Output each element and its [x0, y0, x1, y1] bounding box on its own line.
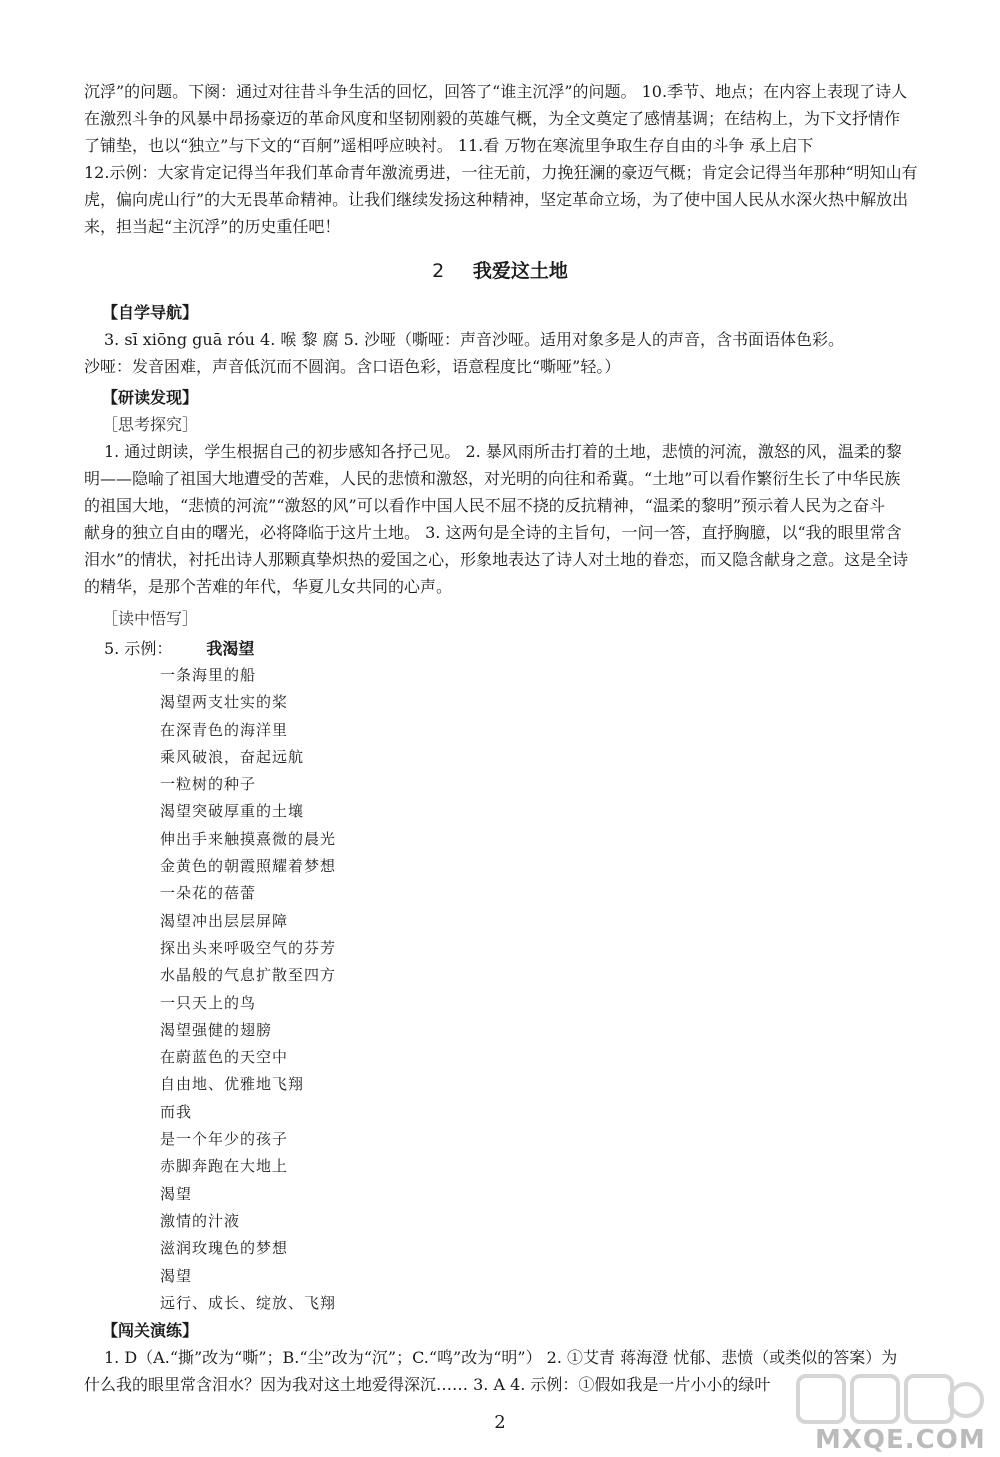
text-line: 来，担当起“主沉浮”的历史重任吧！ — [84, 217, 341, 236]
self-study-label: 【自学导航】 — [102, 303, 199, 322]
text-line: 泪水”的情状，衬托出诗人那颗真挚炽热的爱国之心，形象地表达了诗人对土地的眷恋，而又隐含献身之意。这是全诗 — [84, 550, 909, 569]
page-number: 2 — [494, 1412, 506, 1433]
poem-line: 水晶般的气息扩散至四方 — [160, 966, 337, 985]
text-line: 什么我的眼里常含泪水？因为我对这土地爱得深沉…… 3. A 4. 示例：①假如我是一片小小的绿叶 — [84, 1375, 771, 1394]
poem-line: 一朵花的蓓蕾 — [160, 884, 257, 903]
text-line: 了铺垫，也以“独立”与下文的“百舸”遥相呼应映衬。 11.看 万物在寒流里争取生存自由的斗争 承上启下 — [84, 136, 814, 155]
research-text — [84, 438, 952, 600]
text-line: 虎，偏向虎山行”的大无畏革命精神。让我们继续发扬这种精神，坚定革命立场，为了使中国人民从水深火热中解放出 — [84, 190, 909, 209]
poem-line: 是一个年少的孩子 — [160, 1130, 289, 1149]
practice-label: 【闯关演练】 — [102, 1321, 199, 1340]
poem-title: 我渴望 — [206, 639, 255, 658]
text-line: 1. 通过朗读，学生根据自己的初步感知各抒己见。 2. 暴风雨所击打着的土地，悲愤的河流，激怒的风，温柔的黎 — [104, 442, 902, 461]
text-line: 12.示例：大家肯定记得当年我们革命青年激流勇进，一往无前，力挽狂澜的豪迈气概；肯定会记得当年那种“明知山有 — [84, 163, 918, 182]
poem-line: 在深青色的海洋里 — [160, 720, 289, 739]
poem-line: 渴望 — [160, 1184, 193, 1203]
section-heading — [0, 256, 1000, 283]
section-number: 2 — [432, 260, 445, 282]
text-line: 3. sī xiōng guā róu 4. 喉 黎 腐 5. 沙哑（嘶哑：声音沙哑。适用对象多是人的声音，含书面语体色彩。 — [104, 330, 844, 349]
text-line: 沙哑：发音困难，声音低沉而不圆润。含口语色彩，语意程度比“嘶哑”轻。） — [84, 357, 621, 376]
research-label: 【研读发现】 — [102, 388, 199, 407]
poem-prefix: 5. 示例： — [104, 639, 173, 658]
text-line: 沉浮”的问题。下阕：通过对往昔斗争生活的回忆，回答了“谁主沉浮”的问题。 10.季节、地点；在内容上表现了诗人 — [84, 82, 908, 101]
poem-line: 探出头来呼吸空气的芬芳 — [160, 938, 337, 957]
text-line: 明——隐喻了祖国大地遭受的苦难，人民的悲愤和激怒，对光明的向往和希冀。“土地”可以看作繁衍生长了中华民族 — [84, 469, 901, 488]
text-line: 献身的独立自由的曙光，必将降临于这片土地。 3. 这两句是全诗的主旨句，一问一答，直抒胸臆，以“我的眼里常含 — [84, 523, 902, 542]
poem-line: 渴望突破厚重的土壤 — [160, 802, 305, 821]
text-line: 在激烈斗争的风暴中昂扬豪迈的革命风度和坚韧刚毅的英雄气概，为全文奠定了感情基调；在结构上，为下文抒情作 — [84, 109, 901, 128]
text-line: 的精华，是那个苦难的年代，华夏儿女共同的心声。 — [84, 577, 453, 596]
poem-line: 一只天上的鸟 — [160, 993, 257, 1012]
poem-line: 金黄色的朝霞照耀着梦想 — [160, 857, 337, 876]
poem-line: 渴望 — [160, 1266, 193, 1285]
watermark-text: MXQE.COM — [815, 1425, 986, 1455]
poem-line: 而我 — [160, 1102, 193, 1121]
poem-heading — [104, 636, 254, 659]
poem-lines — [160, 662, 336, 1317]
self-study-text — [84, 326, 952, 380]
poem-line: 渴望冲出层层屏障 — [160, 911, 289, 930]
poem-line: 在蔚蓝色的天空中 — [160, 1048, 289, 1067]
poem-line: 自由地、优雅地飞翔 — [160, 1075, 305, 1094]
poem-line: 伸出手来触摸熹微的晨光 — [160, 829, 337, 848]
section-title: 我爱这土地 — [472, 260, 568, 282]
poem-line: 乘风破浪，奋起远航 — [160, 747, 305, 766]
poem-line: 渴望两支壮实的桨 — [160, 693, 289, 712]
poem-line: 滋润玫瑰色的梦想 — [160, 1239, 289, 1258]
think-explore-label: ［思考探究］ — [102, 415, 199, 434]
poem-line: 远行、成长、绽放、飞翔 — [160, 1293, 337, 1312]
poem-line: 一粒树的种子 — [160, 775, 257, 794]
read-write-label: ［读中悟写］ — [102, 609, 199, 628]
poem-line: 激情的汁液 — [160, 1211, 241, 1230]
poem-line: 渴望强健的翅膀 — [160, 1020, 273, 1039]
text-line: 1. D（A.“撕”改为“嘶”；B.“尘”改为“沉”；C.“鸣”改为“明”） 2. ①艾青 蒋海澄 忧郁、悲愤（或类似的答案）为 — [104, 1348, 898, 1367]
poem-line: 赤脚奔跑在大地上 — [160, 1157, 289, 1176]
top-paragraph — [84, 78, 952, 240]
text-line: 的祖国大地，“悲愤的河流”“激怒的风”可以看作中国人民不屈不挠的反抗精神，“温柔的黎明”预示着人民为之奋斗 — [84, 496, 886, 515]
poem-line: 一条海里的船 — [160, 666, 257, 684]
